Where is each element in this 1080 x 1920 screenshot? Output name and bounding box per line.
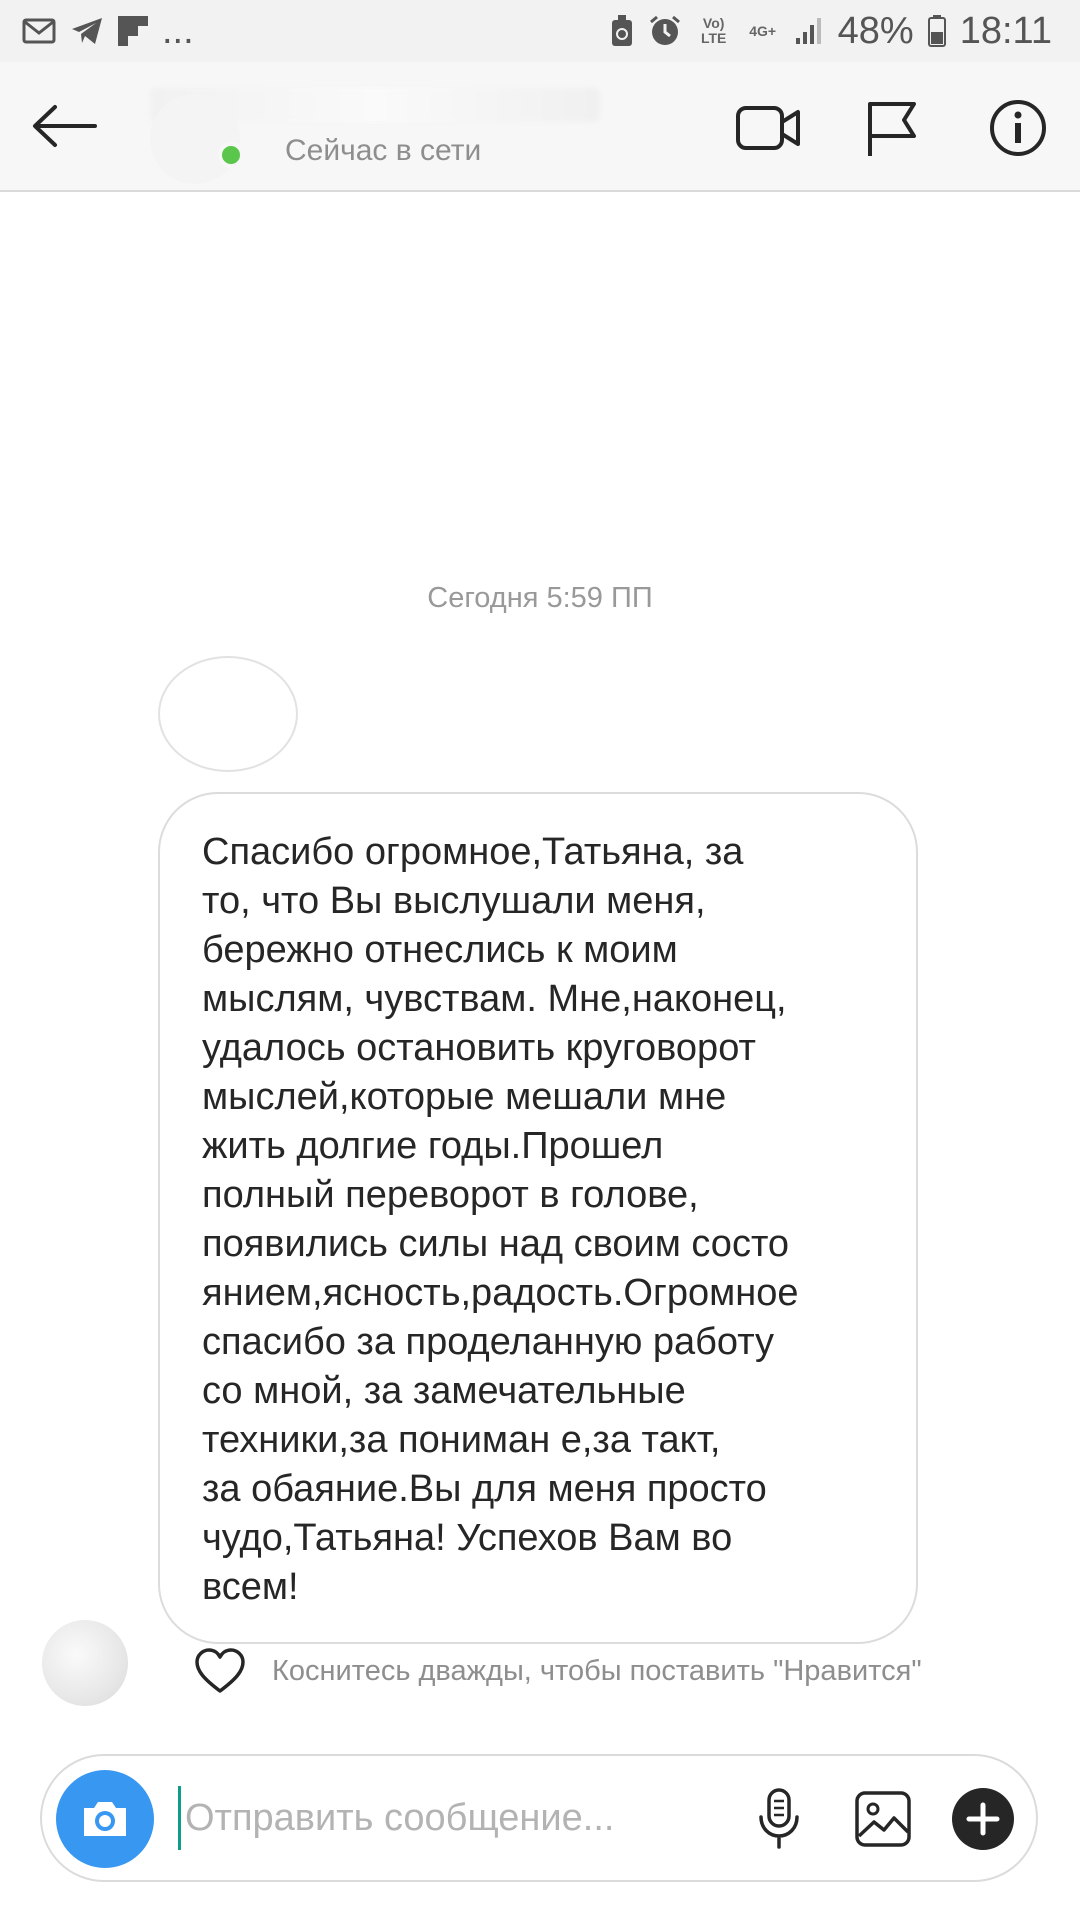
message-composer <box>40 1754 1038 1882</box>
message-line: всем! <box>202 1566 299 1608</box>
message-line: янием,ясность,радость.Огромное <box>202 1272 799 1314</box>
message-line: спасибо за проделанную работу <box>202 1321 775 1363</box>
status-more: ... <box>162 9 194 52</box>
report-button[interactable] <box>856 92 928 164</box>
message-line: жить долгие годы.Прошел <box>202 1125 664 1167</box>
gallery-button[interactable] <box>846 1782 920 1856</box>
mail-icon <box>22 18 56 44</box>
like-hint-row[interactable] <box>194 1648 922 1694</box>
message-line: Спасибо огромное,Татьяна, за <box>202 831 744 873</box>
message-line: появились силы над своим состо <box>202 1223 790 1265</box>
story-reply-thumbnail[interactable] <box>158 656 298 772</box>
plus-icon <box>951 1787 1015 1851</box>
status-bar-right <box>610 10 1052 53</box>
battery-percent: 48% <box>837 9 914 52</box>
message-input[interactable] <box>178 1786 698 1850</box>
back-button[interactable] <box>26 96 102 156</box>
info-button[interactable] <box>982 92 1054 164</box>
more-options-button[interactable] <box>946 1782 1020 1856</box>
online-indicator <box>218 142 244 168</box>
heart-icon[interactable] <box>194 1648 246 1694</box>
message-text <box>202 828 876 1612</box>
avatar[interactable] <box>150 94 240 184</box>
status-bar-left <box>22 10 194 53</box>
battery-icon <box>928 15 946 47</box>
message-line: полный переворот в голове, <box>202 1174 699 1216</box>
volte-indicator: Vo) LTE <box>700 15 727 46</box>
status-bar <box>0 0 1080 62</box>
chat-header <box>0 62 1080 192</box>
arrow-left-icon <box>31 104 97 148</box>
alarm-icon <box>648 14 682 48</box>
like-hint-text: Коснитесь дважды, чтобы поставить "Нравится" <box>272 1654 922 1687</box>
flipboard-icon <box>118 16 148 46</box>
online-status-text: Сейчас в сети <box>285 134 482 167</box>
voice-message-button[interactable] <box>742 1782 816 1856</box>
recycle-icon <box>610 14 634 48</box>
camera-button[interactable] <box>56 1770 154 1868</box>
gallery-icon <box>854 1790 912 1848</box>
signal-icon <box>794 16 824 46</box>
message-line: со мной, за замечательные <box>202 1370 686 1412</box>
camera-icon <box>80 1798 130 1840</box>
message-line: бережно отнеслись к моим <box>202 929 678 971</box>
microphone-icon <box>756 1787 802 1851</box>
info-icon <box>988 98 1048 158</box>
message-line: техники,за пониман е,за такт, <box>202 1419 721 1461</box>
flag-icon <box>864 98 920 158</box>
message-line: мыслям, чувствам. Мне,наконец, <box>202 978 787 1020</box>
network-type-indicator: 4G+ <box>749 22 777 39</box>
message-line: то, что Вы выслушали меня, <box>202 880 706 922</box>
sender-avatar[interactable] <box>42 1620 128 1706</box>
video-camera-icon <box>735 102 801 154</box>
message-line: удалось остановить круговорот <box>202 1027 756 1069</box>
video-call-button[interactable] <box>732 92 804 164</box>
clock: 18:11 <box>959 9 1052 52</box>
message-line: мыслей,которые мешали мне <box>202 1076 727 1118</box>
message-line: за обаяние.Вы для меня просто <box>202 1468 767 1510</box>
message-bubble[interactable] <box>158 792 918 1644</box>
message-line: чудо,Татьяна! Успехов Вам во <box>202 1517 733 1559</box>
message-timestamp: Сегодня 5:59 ПП <box>427 582 653 614</box>
telegram-icon <box>70 16 104 46</box>
